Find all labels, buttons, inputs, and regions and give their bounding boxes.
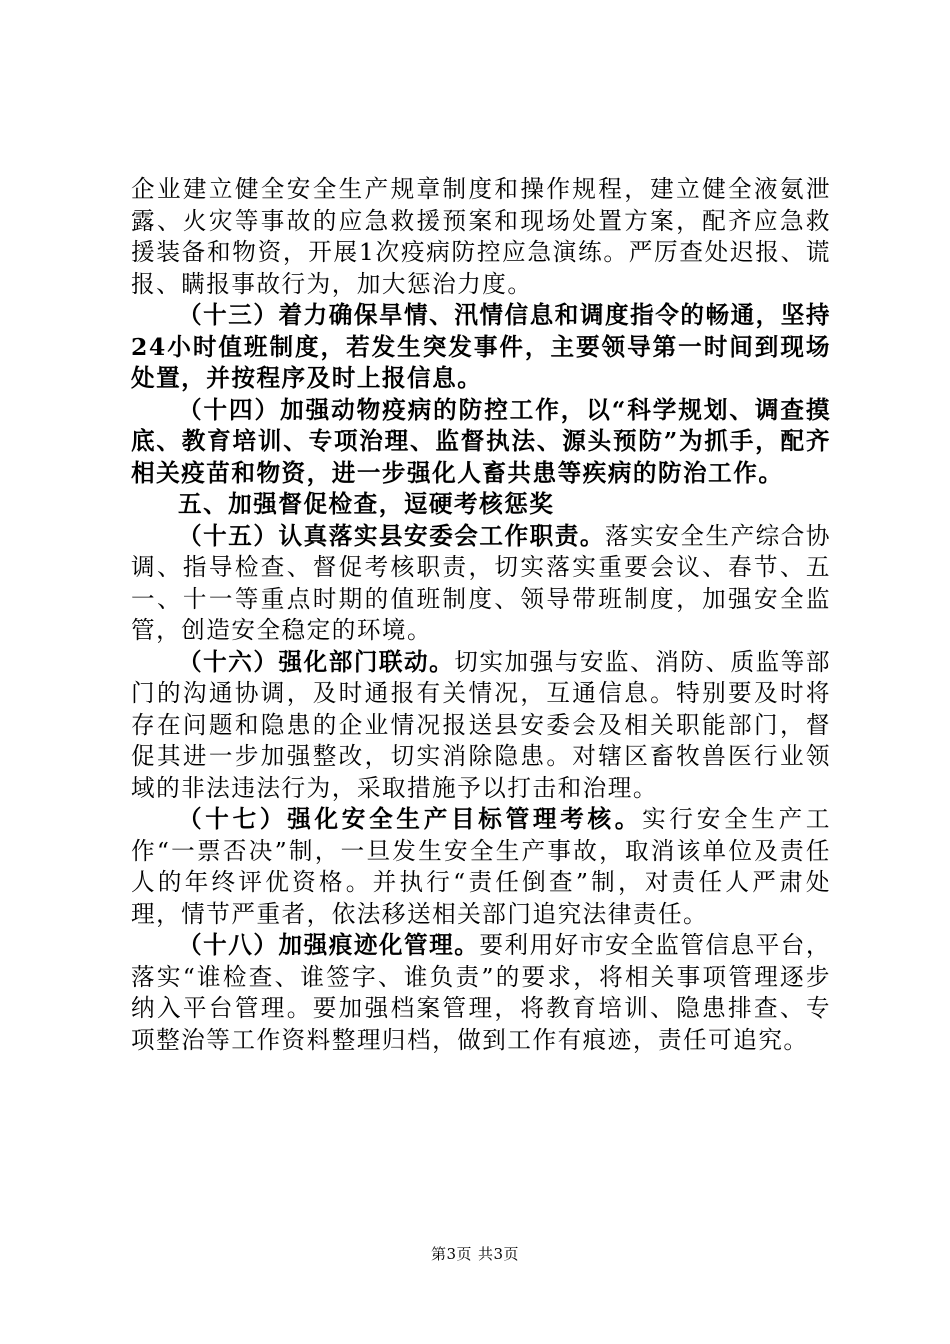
paragraph-lead: （十八）加强痕迹化管理。 (178, 931, 480, 959)
paragraph-item-18 (131, 930, 831, 1056)
paragraph-text: 实行安全生产工作“一票否决”制，一旦发生安全生产事故，取消该单位及责任人的年终评优资格。并执行“责任倒查”制，对责任人严肃处理，情节严重者，依法移送相关部门追究法律责任。 (131, 805, 832, 928)
paragraph-lead: （十六）强化部门联动。 (178, 647, 455, 676)
paragraph-text: 企业建立健全安全生产规章制度和操作规程，建立健全液氨泄露、火灾等事故的应急救援预案和现场处置方案，配齐应急救援装备和物资，开展1次疫病防控应急演练。严厉查处迟报、谎报、瞒报事故行为，加大惩治力度。 (131, 175, 831, 298)
section-heading-5 (131, 489, 831, 521)
paragraph-item-14 (131, 395, 831, 490)
page-total: 共3页 (478, 1245, 520, 1263)
page-number: 第3页 (430, 1245, 472, 1263)
paragraph-lead: （十七）强化安全生产目标管理考核。 (178, 805, 643, 833)
paragraph-text: 落实安全生产综合协调、指导检查、督促考核职责，切实落实重要会议、春节、五一、十一等重点时期的值班制度、领导带班制度，加强安全监管，创造安全稳定的环境。 (131, 521, 832, 644)
document-body (131, 174, 831, 1056)
paragraph-text: （十三）着力确保旱情、汛情信息和调度指令的畅通，坚持24小时值班制度，若发生突发事件，主要领导第一时间到现场处置，并按程序及时上报信息。 (131, 301, 831, 392)
paragraph-text: 切实加强与安监、消防、质监等部门的沟通协调，及时通报有关情况，互通信息。特别要及时将存在问题和隐患的企业情况报送县安委会及相关职能部门，督促其进一步加强整改，切实消除隐患。对辖区畜牧兽医行业领域的非法违法行为，采取措施予以打击和治理。 (131, 647, 832, 802)
section-heading-text: 五、加强督促检查，逗硬考核惩奖 (178, 490, 555, 518)
page-footer (0, 1244, 950, 1264)
paragraph-item-13 (131, 300, 831, 395)
paragraph-item-17 (131, 804, 831, 930)
paragraph-text: 要利用好市安全监管信息平台，落实“谁检查、谁签字、谁负责”的要求，将相关事项管理逐步纳入平台管理。要加强档案管理，将教育培训、隐患排查、专项整治等工作资料整理归档，做到工作有痕迹，责任可追究。 (131, 931, 832, 1054)
paragraph-item-16 (131, 647, 831, 805)
paragraph-continuation (131, 174, 831, 300)
paragraph-lead: （十五）认真落实县安委会工作职责。 (178, 521, 605, 550)
paragraph-item-15 (131, 521, 831, 647)
paragraph-text: （十四）加强动物疫病的防控工作，以“科学规划、调查摸底、教育培训、专项治理、监督执法、源头预防”为抓手，配齐相关疫苗和物资，进一步强化人畜共患等疾病的防治工作。 (131, 395, 831, 487)
